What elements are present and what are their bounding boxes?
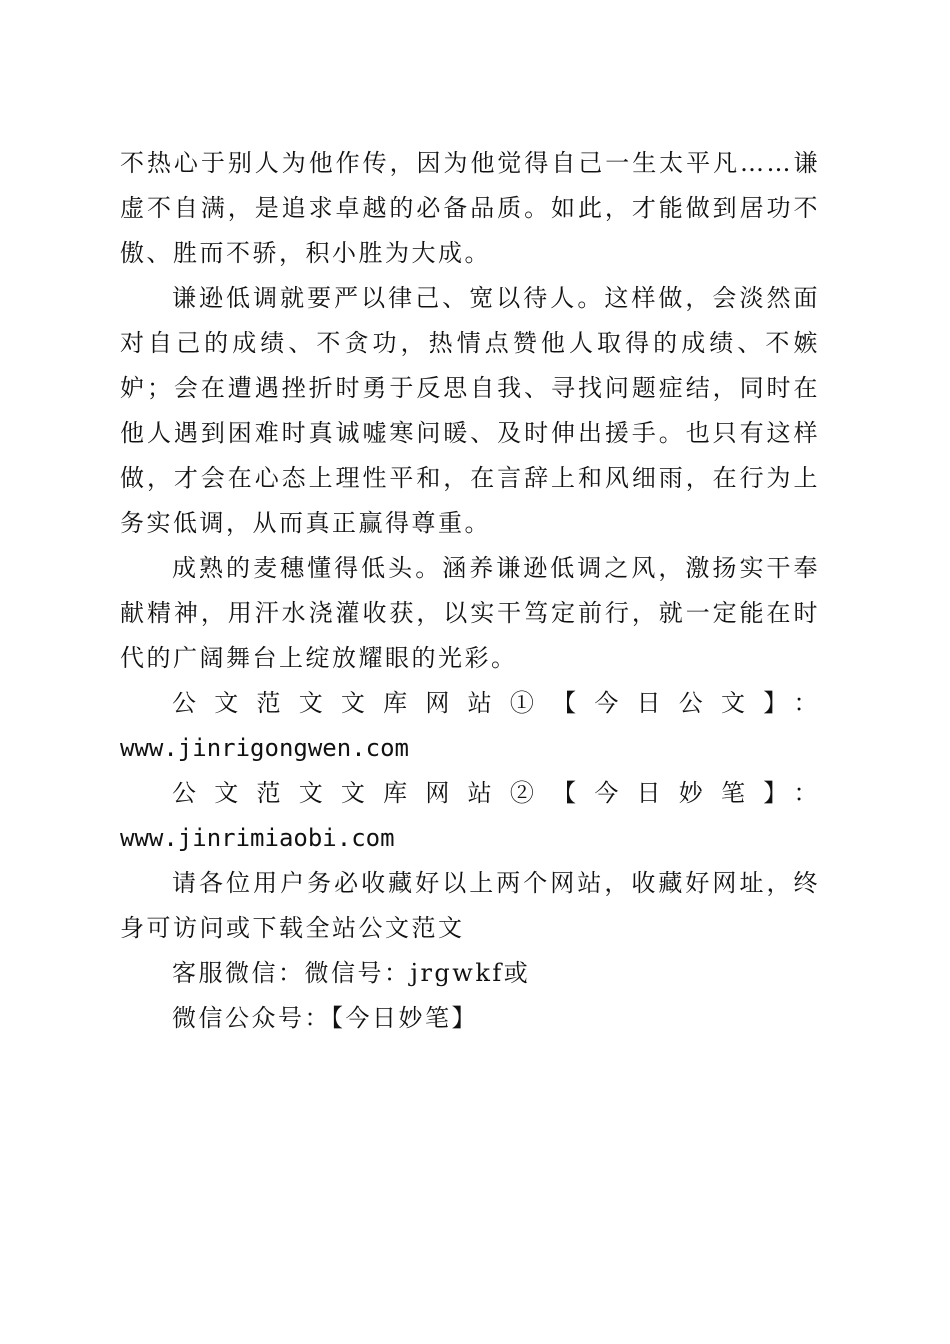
document-body: [120, 141, 820, 1041]
paragraph-humility-continued: 不热心于别人为他作传，因为他觉得自己一生太平凡……谦虚不自满，是追求卓越的必备品质。如此，才能做到居功不傲、胜而不骄，积小胜为大成。: [120, 149, 820, 267]
paragraph-modesty: 谦逊低调就要严以律己、宽以待人。这样做，会淡然面对自己的成绩、不贪功，热情点赞他人取得的成绩、不嫉妒；会在遭遇挫折时勇于反思自我、寻找问题症结，同时在他人遇到困难时真诚嘘寒问暖、及时伸出援手。也只有这样做，才会在心态上理性平和，在言辞上和风细雨，在行为上务实低调，从而真正赢得尊重。: [120, 284, 820, 537]
site2-label: 公文范文文库网站②【今日妙笔】：: [172, 779, 820, 807]
wechat-service: 客服微信：微信号：jrgwkf或: [172, 959, 531, 987]
site1-label: 公文范文文库网站①【今日公文】：: [172, 689, 820, 717]
paragraph-conclusion: 成熟的麦穗懂得低头。涵养谦逊低调之风，激扬实干奉献精神，用汗水浇灌收获，以实干笃定前行，就一定能在时代的广阔舞台上绽放耀眼的光彩。: [120, 554, 820, 672]
site1-url: www.jinrigongwen.com: [120, 734, 409, 762]
site2-url: www.jinrimiaobi.com: [120, 824, 395, 852]
wechat-public-account: 微信公众号：【今日妙笔】: [172, 1004, 478, 1032]
site2-line: [120, 771, 820, 861]
bookmark-notice: 请各位用户务必收藏好以上两个网站，收藏好网址，终身可访问或下载全站公文范文: [120, 869, 820, 942]
